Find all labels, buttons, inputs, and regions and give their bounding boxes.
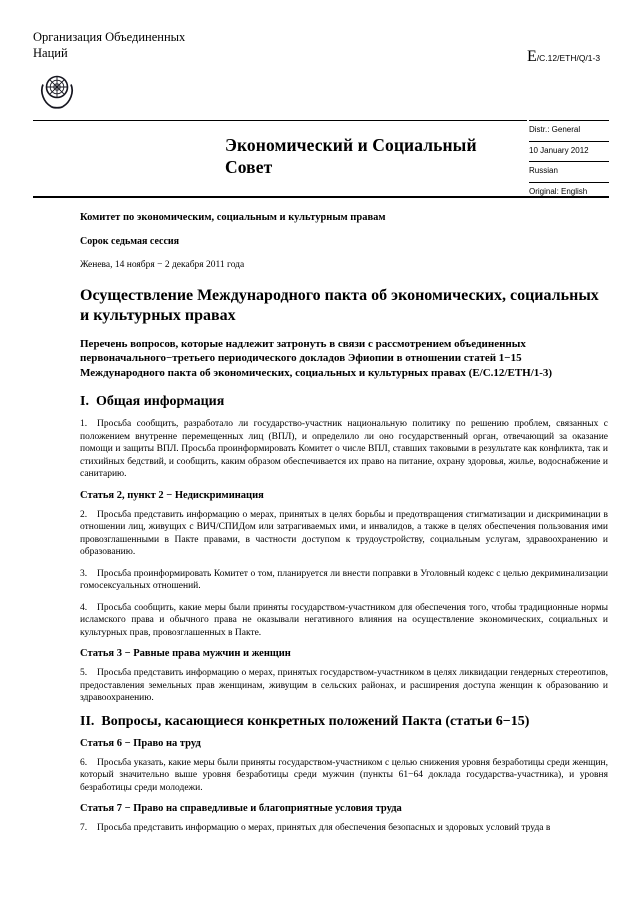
paragraph-1 — [80, 418, 608, 481]
document-title: Осуществление Международного пакта об экономических, социальных и культурных правах — [80, 287, 599, 325]
section-title-text: Вопросы, касающиеся конкретных положений Пакта (статьи 6−15) — [101, 713, 530, 729]
paragraph-text: Просьба представить информацию о мерах, принятых для обеспечения безопасных и здоровых условий труда в — [97, 823, 551, 834]
paragraph-number: 7. — [80, 823, 88, 834]
header-rule-heavy — [33, 196, 609, 198]
paragraph-number: 1. — [80, 419, 88, 430]
org-name-line1: Организация Объединенных — [33, 30, 186, 44]
section-heading-specific-provisions — [80, 714, 608, 730]
section-heading-general-information — [80, 394, 608, 410]
article-heading-article2: Статья 2, пункт 2 − Недискриминация — [80, 489, 264, 501]
section-number: I. — [80, 394, 89, 410]
paragraph-2 — [80, 509, 608, 559]
committee-name: Комитет по экономическим, социальным и культурным правам — [80, 212, 386, 223]
distr-type: Distr.: General — [529, 120, 609, 141]
article-heading-article7: Статья 7 − Право на справедливые и благоприятные условия труда — [80, 803, 402, 815]
document-body — [80, 212, 608, 844]
doc-symbol-number: /C.12/ETH/Q/1-3 — [536, 53, 601, 63]
article-heading-article6: Статья 6 − Право на труд — [80, 737, 201, 749]
council-title: Экономический и Социальный Совет — [225, 135, 477, 178]
paragraph-5 — [80, 667, 608, 705]
session-venue-dates: Женева, 14 ноября − 2 декабря 2011 года — [80, 260, 245, 270]
paragraph-text: Просьба проинформировать Комитет о том, планируется ли внести поправки в Уголовный кодекс с целью декриминализации гомосексуальных отношений. — [80, 568, 608, 592]
un-org-name — [33, 30, 185, 61]
paragraph-number: 5. — [80, 668, 88, 679]
paragraph-number: 4. — [80, 602, 88, 613]
org-name-line2: Наций — [33, 45, 68, 60]
paragraph-text: Просьба сообщить, какие меры были приняты государством-участником для обеспечения того, чтобы традиционные нормы исламского права и обычного права не оказывали негативного влияния на осуществление экономических, социальных и культурных прав, провозглашенных в Пакте. — [80, 602, 608, 638]
distr-date: 10 January 2012 — [529, 141, 609, 162]
un-emblem — [36, 72, 78, 112]
un-emblem-icon — [36, 72, 78, 112]
document-subtitle: Перечень вопросов, которые надлежит затронуть в связи с рассмотрением объединенных первоначального−третьего периодического докладов Эфиопии в отношении статей 1−15 Международного пакта об экономических, социальных и культурных правах (E/C.12/ETH/1-3) — [80, 337, 553, 379]
section-number: II. — [80, 713, 95, 729]
paragraph-3 — [80, 568, 608, 593]
distr-original-language: Original: English — [529, 182, 609, 203]
paragraph-number: 6. — [80, 757, 88, 768]
distr-language: Russian — [529, 161, 609, 182]
doc-symbol — [527, 48, 609, 66]
paragraph-6 — [80, 757, 608, 795]
paragraph-number: 2. — [80, 509, 88, 520]
header-rule-thin — [33, 120, 527, 121]
session-number: Сорок седьмая сессия — [80, 236, 180, 247]
paragraph-text: Просьба представить информацию о мерах, принятых государством-участником в целях ликвидации гендерных стереотипов, предоставления земельных прав женщинам, живущим в сельских районах, и расширения доступа женщин к образованию и здравоохранению. — [80, 668, 608, 704]
article-heading-article3: Статья 3 − Равные права мужчин и женщин — [80, 648, 291, 660]
paragraph-text: Просьба представить информацию о мерах, принятых в целях борьбы и предотвращения стигматизации и дискриминации в отношении лиц, живущих с ВИЧ/СПИДом или затрагиваемых ими, и инвалидов, а также в целях обеспечения пользования ими провозглашенными в Пакте правами, в частности доступом к трудоустройству, социальным услугам, здравоохранению и образованию. — [80, 509, 608, 558]
paragraph-text: Просьба сообщить, разработало ли государство-участник национальную политику по решению проблем, связанных с положением внутренне перемещенных лиц (ВПЛ), и определило ли оно государственный орган, отвечающий за оказание помощи и защиты ВПЛ. Просьба проинформировать Комитет о числе ВПЛ, ставших таковыми в результате как конфликта, так и стихийных бедствий, и сообщить, каким образом обеспечивается их право на питание, охрану здоровья, жилье, водоснабжение и санитарию. — [80, 419, 608, 480]
section-title-text: Общая информация — [95, 394, 225, 410]
paragraph-number: 3. — [80, 568, 88, 579]
paragraph-4 — [80, 602, 608, 640]
paragraph-text: Просьба указать, какие меры были приняты государством-участником с целью снижения уровня безработицы среди женщин, который значительно выше уровня безработицы среди мужчин (пункты 61−64 доклада государства-участника), и уровня безработицы среди молодежи. — [80, 757, 608, 793]
paragraph-7 — [80, 822, 608, 835]
doc-symbol-series-letter: E — [527, 48, 537, 65]
distribution-block — [529, 120, 609, 202]
